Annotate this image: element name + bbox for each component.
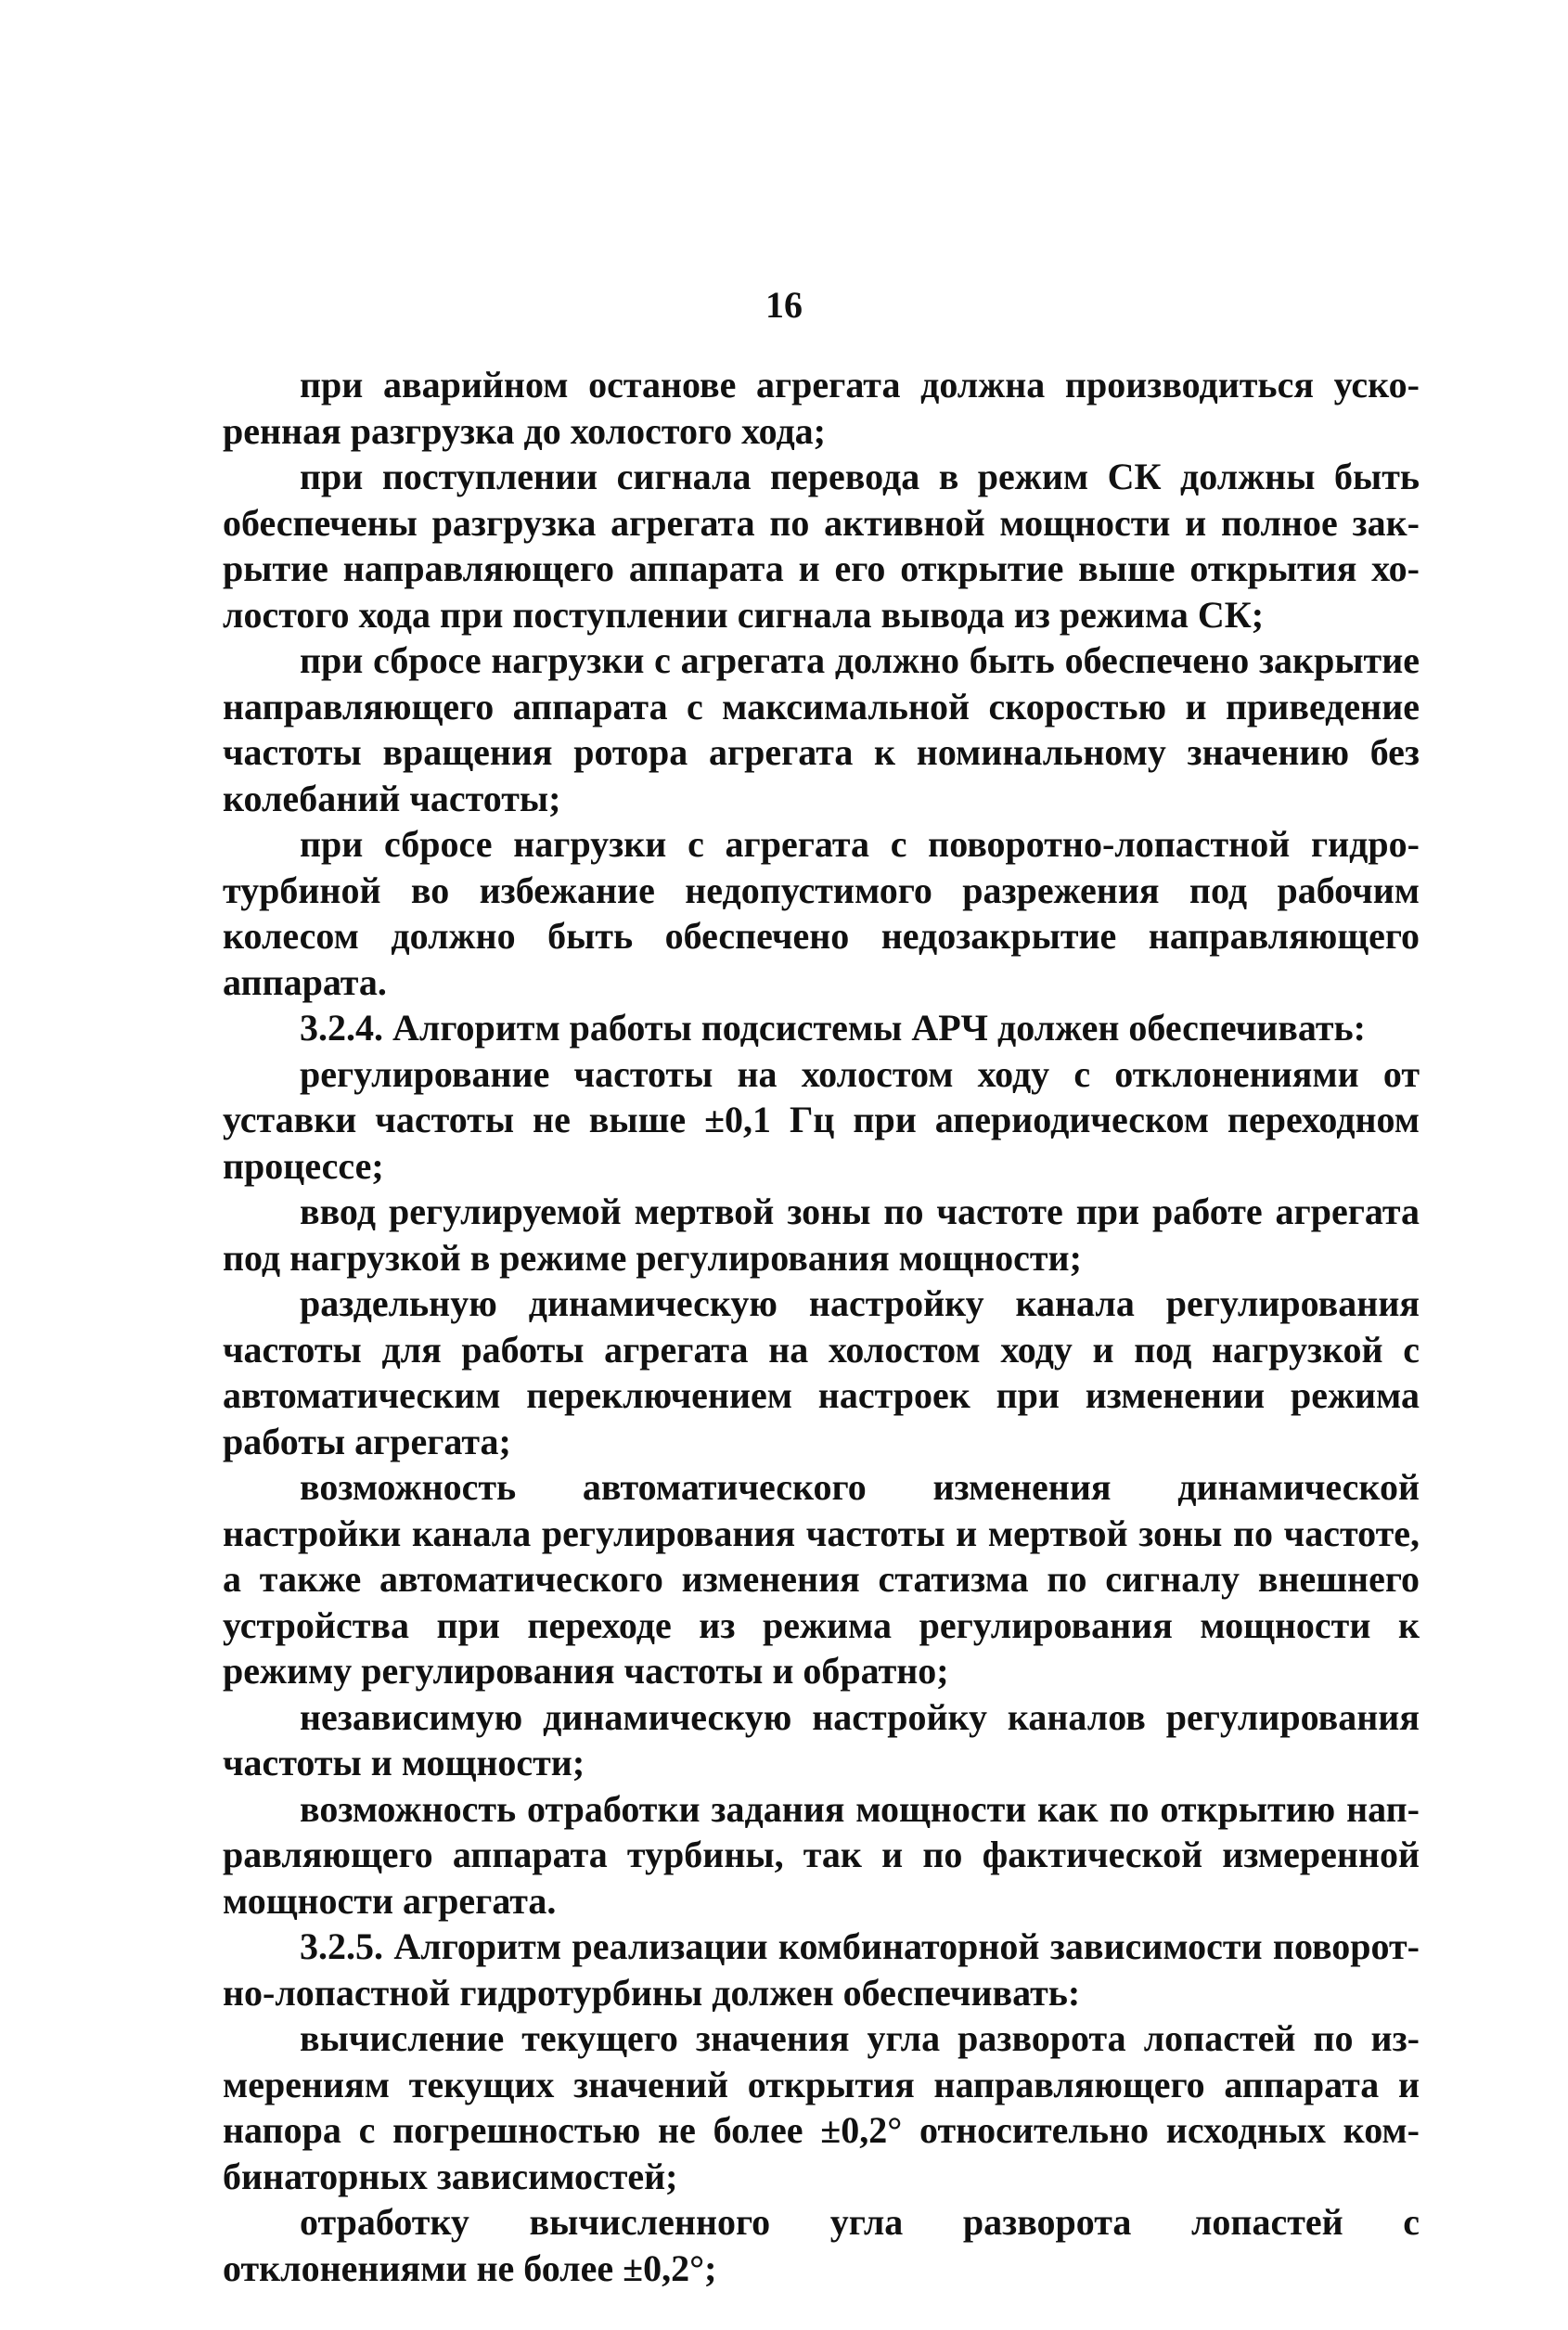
paragraph: ввод регулируемой мертвой зоны по частоте при работе агрегата под нагрузкой в режиме регулирования мощности; — [223, 1191, 1420, 1279]
page-number: 16 — [765, 284, 803, 326]
paragraph: отработку вычисленного угла разворота лопастей с отклонениями не более ±0,2°; — [223, 2201, 1420, 2289]
paragraph: возможность автоматического изменения динамической настройки канала регулирования частоты и мертвой зоны по частоте, а также автоматического изменения статизма по сигналу внешнего устройства при переходе из режима регулирования мощности к режиму регулирования частоты и обратно; — [223, 1466, 1420, 1692]
paragraph: при сбросе нагрузки с агрегата с поворотно-лопастной гидротурбиной во избежание недопустимого разрежения под рабочим колесом должно быть обеспечено недозакрытие направляющего аппарата. — [223, 823, 1420, 1003]
section-heading-3-2-5: 3.2.5. Алгоритм реализации комбинаторной зависимости поворотно-лопастной гидротурбины должен обеспечивать: — [223, 1925, 1420, 2014]
paragraph: раздельную динамическую настройку канала регулирования частоты для работы агрегата на холостом ходу и под нагрузкой с автоматическим переключением настроек при изменении режима работы агрегата; — [223, 1282, 1420, 1462]
section-heading-3-2-4: 3.2.4. Алгоритм работы подсистемы АРЧ должен обеспечивать: — [300, 1007, 1366, 1049]
paragraph: вычисление текущего значения угла разворота лопастей по измерениям текущих значений открытия направляющего аппарата и напора с погрешностью не более ±0,2° относительно исходных комбинаторных зависимостей; — [223, 2017, 1420, 2197]
paragraph: при поступлении сигнала перевода в режим СК должны быть обеспечены разгрузка агрегата по активной мощности и полное закрытие направляющего аппарата и его открытие выше открытия холостого хода при поступлении сигнала вывода из режима СК; — [223, 456, 1420, 636]
paragraph: регулирование частоты на холостом ходу с отклонениями от уставки частоты не выше ±0,1 Гц при апериодическом переходном процессе; — [223, 1052, 1420, 1187]
paragraph: при сбросе нагрузки с агрегата должно быть обеспечено закрытие направляющего аппарата с максимальной скоростью и приведение частоты вращения ротора агрегата к номинальному значению без колебаний частоты; — [223, 639, 1420, 819]
paragraph: при аварийном останове агрегата должна производиться ускоренная разгрузка до холостого хода; — [223, 364, 1420, 452]
paragraph: независимую динамическую настройку каналов регулирования частоты и мощности; — [223, 1695, 1420, 1783]
body-text — [223, 362, 1420, 2291]
paragraph: возможность отработки задания мощности как по открытию направляющего аппарата турбины, так и по фактической измеренной мощности агрегата. — [223, 1787, 1420, 1922]
